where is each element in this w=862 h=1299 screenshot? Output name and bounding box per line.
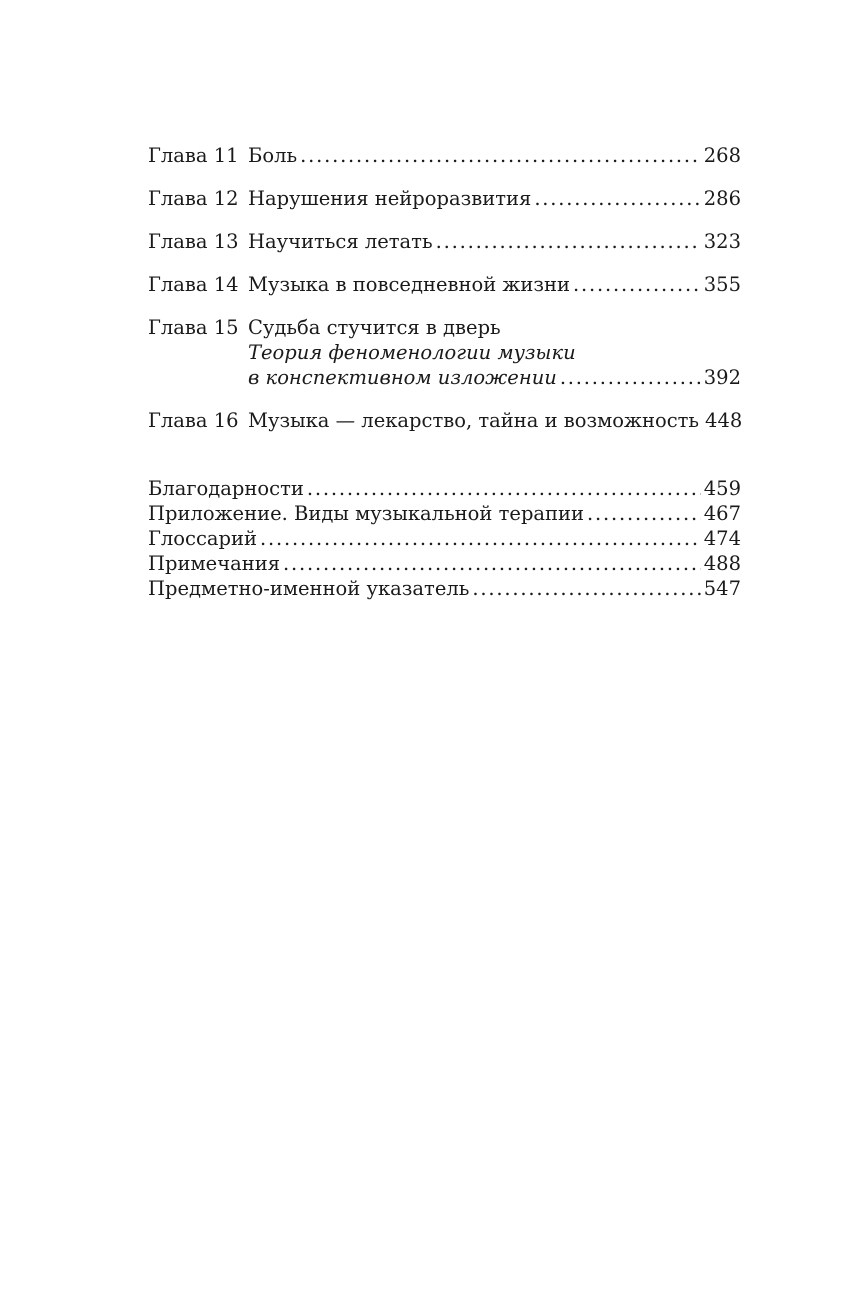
page-number: 323 [703,230,741,253]
page-number: 355 [703,273,741,296]
chapter-body [248,143,741,168]
chapter-label: Глава 14 [148,273,239,296]
toc-entry-chapter-11 [148,143,741,168]
toc-line [248,229,741,254]
toc-line [248,186,741,211]
entry-title: Предметно-именной указатель [148,577,470,600]
dot-leader [436,229,701,254]
dot-leader [587,501,701,526]
dot-leader [472,576,700,601]
page-number: 459 [703,477,741,500]
chapter-label: Глава 16 [148,409,239,432]
chapter-title: Музыка — лекарство, тайна и возможность [248,409,700,432]
dot-leader [307,476,701,501]
toc-line [248,365,741,390]
entry-title: Благодарности [148,477,304,500]
toc-entry-chapter-15 [148,315,741,390]
page-number: 286 [703,187,741,210]
toc-entry-index [148,576,741,601]
chapter-subtitle: Теория феноменологии музыки [248,341,576,364]
chapter-body [248,408,741,433]
chapter-label: Глава 13 [148,230,239,253]
chapter-label: Глава 11 [148,144,239,167]
dot-leader [283,551,701,576]
chapter-body [248,272,741,297]
page-number: 392 [703,366,741,389]
back-matter-list [148,476,741,601]
table-of-contents [148,143,741,451]
chapter-body [248,186,741,211]
chapter-subtitle: в конспективном изложении [248,366,557,389]
dot-leader [534,186,700,211]
chapter-body [248,229,741,254]
toc-entry-notes [148,551,741,576]
chapter-title: Боль [248,144,298,167]
entry-title: Глоссарий [148,527,257,550]
toc-entry-chapter-13 [148,229,741,254]
toc-entry-chapter-16 [148,408,741,433]
dot-leader [300,143,701,168]
toc-entry-acknowledgements [148,476,741,501]
page-number: 467 [703,502,741,525]
entry-title: Приложение. Виды музыкальной терапии [148,502,585,525]
dot-leader [260,526,701,551]
page-number: 547 [703,577,741,600]
page-number: 448 [705,409,743,432]
page-number: 268 [703,144,741,167]
toc-entry-appendix [148,501,741,526]
chapter-label: Глава 12 [148,187,239,210]
toc-line [248,408,741,433]
chapter-label: Глава 15 [148,316,239,339]
toc-entry-chapter-14 [148,272,741,297]
chapter-body [248,315,741,390]
toc-line [248,272,741,297]
page-number: 488 [703,552,741,575]
chapter-title: Судьба стучится в дверь [248,316,501,339]
chapter-title: Нарушения нейроразвития [248,187,532,210]
toc-entry-chapter-12 [148,186,741,211]
entry-title: Примечания [148,552,281,575]
toc-entry-glossary [148,526,741,551]
chapter-title: Научиться летать [248,230,433,253]
page-number: 474 [703,527,741,550]
chapter-title: Музыка в повседневной жизни [248,273,570,296]
toc-line [248,143,741,168]
dot-leader [573,272,701,297]
dot-leader [560,365,701,390]
